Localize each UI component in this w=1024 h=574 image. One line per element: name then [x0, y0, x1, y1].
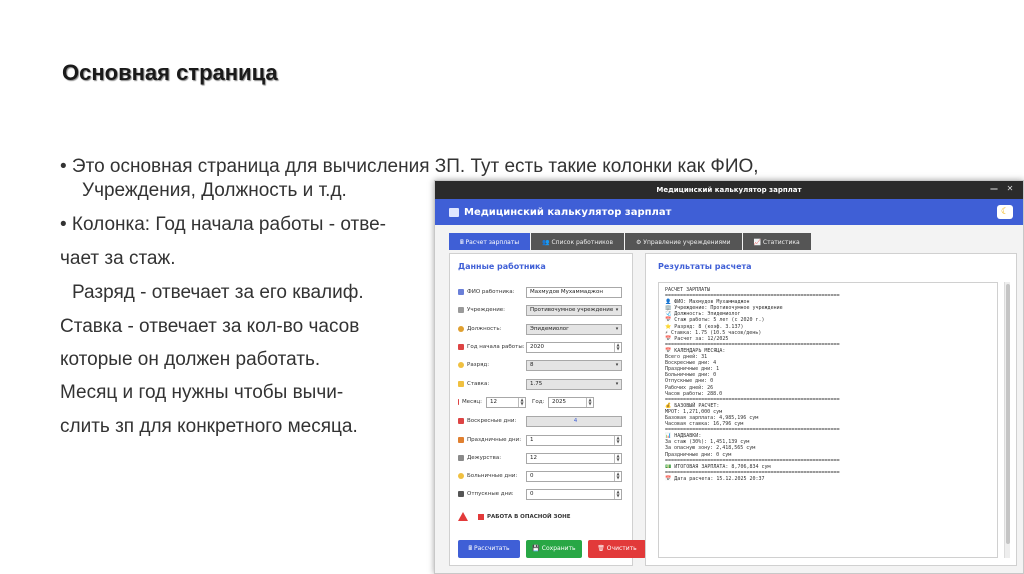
spinner-icon[interactable]: ▲ ▼ [614, 343, 621, 352]
tab-salary-calc[interactable]: 🖩 Расчет зарплаты [449, 233, 530, 250]
slide-text-line: которые он должен работать. [60, 349, 321, 370]
results-line: За стаж (30%): 1,451,139 сум [665, 439, 750, 446]
sick-days-row [458, 470, 628, 482]
position-value: Эпидемиолог [530, 325, 570, 332]
month-year-row [458, 396, 628, 408]
grade-row [458, 359, 628, 371]
sick-days-label: Больничные дни: [467, 473, 518, 479]
tab-statistics[interactable]: 📈 Статистика [743, 233, 811, 250]
spinner-icon[interactable]: ▲ ▼ [614, 436, 621, 445]
start-year-row [458, 341, 628, 353]
year-input[interactable] [548, 397, 594, 408]
hospital-icon [458, 455, 464, 461]
sundays-label: Воскресные дни: [467, 418, 517, 424]
results-line: ========================================================== [665, 341, 840, 348]
employee-form-title: Данные работника [458, 262, 546, 271]
sundays-row [458, 415, 628, 427]
results-line: Базовая зарплата: 4,985,196 сум [665, 414, 759, 421]
sundays-value: 4 [526, 416, 622, 427]
results-line: 💵 ИТОГОВАЯ ЗАРПЛАТА: 8,706,834 сум [665, 463, 771, 470]
results-line: 💰 БАЗОВЫЙ РАСЧЕТ: [665, 402, 720, 409]
holidays-input[interactable] [526, 435, 622, 446]
results-line: Рабочих дней: 26 [665, 384, 714, 391]
institution-label: Учреждение: [467, 307, 506, 313]
slide-text-line: • Колонка: Год начала работы - отве- [60, 214, 386, 235]
rate-value: 1.75 [530, 380, 543, 387]
grade-value: 8 [530, 361, 534, 368]
chevron-down-icon: ▾ [615, 380, 619, 387]
vacation-days-value: 0 [530, 490, 534, 497]
window-title: Медицинский калькулятор зарплат [656, 186, 802, 194]
holidays-value: 1 [530, 436, 534, 443]
slide-title: Основная страница [62, 60, 278, 85]
year-value: 2025 [552, 398, 566, 405]
rate-row [458, 378, 628, 390]
results-line: ========================================================== [665, 457, 840, 464]
calendar-icon [458, 399, 459, 405]
hospital-icon [449, 208, 459, 217]
chevron-down-icon: ▾ [615, 361, 619, 368]
results-line: Праздничные дни: 1 [665, 366, 720, 373]
start-year-value: 2020 [530, 343, 544, 350]
institution-select[interactable] [526, 305, 622, 316]
app-title: Медицинский калькулятор зарплат [464, 206, 672, 218]
doctor-icon [458, 326, 464, 332]
close-icon[interactable]: ✕ [1006, 184, 1014, 193]
slide-text-line: Ставка - отвечает за кол-во часов [60, 316, 360, 337]
duties-row [458, 452, 628, 464]
minimize-icon[interactable]: — [990, 184, 998, 193]
results-line: 📊 НАДБАВКИ: [665, 433, 702, 440]
position-select[interactable] [526, 324, 622, 335]
results-line: Всего дней: 31 [665, 354, 708, 361]
results-line: Праздничные дни: 0 сум [665, 451, 732, 458]
results-line: За опасную зону: 2,418,565 сум [665, 445, 756, 452]
calendar-icon [458, 418, 464, 424]
rate-select[interactable] [526, 379, 622, 390]
lightning-icon [458, 381, 464, 387]
person-icon [458, 289, 464, 295]
results-line: 👤 ФИО: Махмудов Мухаммаджон [665, 299, 750, 306]
rate-label: Ставка: [467, 381, 490, 387]
start-year-input[interactable] [526, 342, 622, 353]
danger-zone-label: РАБОТА В ОПАСНОЙ ЗОНЕ [487, 513, 571, 520]
results-scrollbar[interactable] [1004, 282, 1010, 558]
slide-text-line: • Это основная страница для вычисления ЗП. Тут есть такие колонки как ФИО, [60, 156, 759, 177]
fio-input[interactable]: Махмудов Мухаммаджон [526, 287, 622, 298]
position-label: Должность: [467, 326, 502, 332]
vacation-days-label: Отпускные дни: [467, 491, 514, 497]
tab-employee-list[interactable]: 👥 Список работников [531, 233, 624, 250]
results-line: РАСЧЕТ ЗАРПЛАТЫ [665, 287, 711, 293]
fio-row [458, 286, 628, 298]
duties-value: 12 [530, 454, 537, 461]
spinner-icon[interactable]: ▲ ▼ [614, 454, 621, 463]
results-line: Больничные дни: 0 [665, 372, 717, 379]
vacation-days-row [458, 488, 628, 500]
warning-icon [458, 512, 468, 521]
results-title: Результаты расчета [658, 262, 752, 271]
calendar-icon [458, 344, 464, 350]
building-icon [458, 307, 464, 313]
results-line: 🏢 Учреждение: Противочумное учреждение [665, 305, 783, 312]
vacation-icon [458, 491, 464, 497]
slide-text-line: слить зп для конкретного месяца. [60, 416, 358, 437]
results-line: 🩺 Должность: Эпидемиолог [665, 311, 741, 318]
results-line: ⭐ Разряд: 8 (коэф. 3.137) [665, 323, 744, 330]
results-line: ========================================================== [665, 293, 840, 300]
fio-label: ФИО работника: [467, 289, 515, 295]
results-line: Часовая ставка: 16,796 сум [665, 421, 744, 428]
results-text-area[interactable] [658, 282, 998, 558]
results-line: ========================================================== [665, 427, 840, 434]
results-line: ========================================================== [665, 469, 840, 476]
employee-form-panel [449, 253, 637, 566]
results-line: 📅 Расчет за: 12/2025 [665, 335, 729, 342]
results-line: Отпускные дни: 0 [665, 378, 714, 385]
window-titlebar [435, 181, 1023, 199]
position-row [458, 323, 628, 335]
clear-button[interactable]: 🗑 Очистить [588, 540, 646, 558]
tab-bar [449, 233, 812, 250]
spinner-icon[interactable]: ▲ ▼ [586, 398, 593, 407]
results-line: Часов работы: 288.0 [665, 390, 723, 397]
chevron-down-icon: ▾ [615, 306, 619, 313]
start-year-label: Год начала работы: [467, 344, 525, 350]
app-window [434, 180, 1024, 574]
spinner-icon[interactable]: ▲ ▼ [614, 490, 621, 499]
vacation-days-input[interactable] [526, 489, 622, 500]
month-label: Месяц: [461, 399, 482, 405]
results-panel [645, 253, 1017, 566]
save-button[interactable]: 💾 Сохранить [526, 540, 582, 558]
spinner-icon[interactable]: ▲ ▼ [518, 398, 525, 407]
duties-input[interactable] [526, 453, 622, 464]
results-line: 📅 КАЛЕНДАРЬ МЕСЯЦА: [665, 347, 726, 354]
results-line: 📅 Дата расчета: 15.12.2025 20:37 [665, 475, 765, 482]
institution-value: Противочумное учреждение [530, 306, 614, 313]
sick-days-value: 0 [530, 472, 534, 479]
results-line: 📅 Стаж работы: 5 лет (с 2020 г.) [665, 317, 765, 324]
slide-text-line: Месяц и год нужны чтобы вычи- [60, 382, 344, 403]
tab-institutions[interactable]: ⚙ Управление учреждениями [625, 233, 742, 250]
month-input[interactable] [486, 397, 526, 408]
holidays-row [458, 434, 628, 446]
slide-text-line: Учреждения, Должность и т.д. [82, 180, 347, 201]
danger-zone-row [458, 512, 571, 521]
results-line: ========================================================== [665, 396, 840, 403]
grade-label: Разряд: [467, 362, 490, 368]
results-line: Воскресные дни: 4 [665, 360, 717, 367]
month-value: 12 [490, 398, 497, 405]
results-line: МРОТ: 1,271,000 сум [665, 408, 723, 415]
app-header [435, 199, 1023, 225]
calculate-button[interactable]: 🖩 Рассчитать [458, 540, 520, 558]
results-line: ⚡ Ставка: 1.75 (10.5 часов/день) [665, 329, 762, 336]
sick-days-input[interactable] [526, 471, 622, 482]
slide-text-line: чает за стаж. [60, 248, 176, 269]
slide-text-line: Разряд - отвечает за его квалиф. [72, 282, 364, 303]
danger-zone-checkbox[interactable] [478, 514, 484, 520]
chevron-down-icon: ▾ [615, 325, 619, 332]
year-label: Год: [532, 399, 545, 405]
star-icon [458, 362, 464, 368]
sick-face-icon [458, 473, 464, 479]
spinner-icon[interactable]: ▲ ▼ [614, 472, 621, 481]
party-icon [458, 437, 464, 443]
institution-row [458, 304, 628, 316]
scrollbar-thumb[interactable] [1006, 284, 1010, 544]
duties-label: Дежурства: [467, 455, 502, 461]
moon-icon[interactable]: ☾ [997, 205, 1013, 219]
grade-select[interactable] [526, 360, 622, 371]
holidays-label: Праздничные дни: [467, 437, 522, 443]
